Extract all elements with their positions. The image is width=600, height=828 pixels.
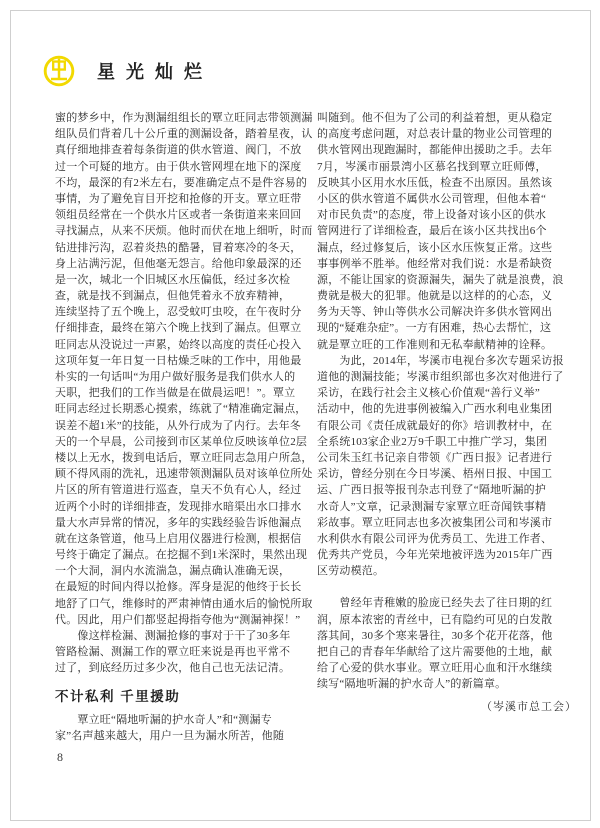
- text-line: 供水管网出现跑漏时，都能伸出援助之手。去年: [317, 144, 553, 157]
- masthead-logo: [43, 54, 213, 88]
- brand-title: 星光灿烂: [97, 62, 213, 82]
- text-line: 楼以上无水，拨到电话后，覃立旺同志急用户所急，: [55, 451, 313, 464]
- text-line: 运、广西日报等报刊杂志刊登了“隔地听漏的护: [317, 484, 547, 497]
- text-line: 家”名声越来越大，用户一旦为漏水所苦，他随: [55, 729, 285, 742]
- text-line: 钻进排污沟，忍着炎热的酷暑，冒着寒冷的冬天，: [55, 241, 302, 254]
- text-line: 覃立旺“隔地听漏的护水奇人”和“测漏专: [55, 713, 272, 726]
- text-line: 公司朱玉红书记亲自带领《广西日报》记者进行: [317, 451, 553, 464]
- text-line: 就在这条管道，他马上启用仪器进行检测，根据信: [55, 532, 302, 545]
- text-line: 地舒了口气，维修时的严肃神情由通水后的愉悦所取: [55, 597, 313, 610]
- text-line: 润，原本浓密的青丝中，已有隐约可见的白发散: [317, 613, 553, 626]
- text-line: 采访，在践行社会主义核心价值观“善行义举”: [317, 387, 540, 400]
- text-line: 水利供水有限公司评为优秀员工、先进工作者、: [317, 532, 553, 545]
- text-line: 是一次，城北一个旧城区水压偏低，经过多次检: [55, 273, 291, 286]
- text-line: 优秀共产党员，今年光荣地被评选为2015年广西: [317, 549, 553, 562]
- text-line: 近两个小时的详细排查，发现排水暗渠出水口排水: [55, 500, 302, 513]
- text-line: 误差不超1米”的技能，从外行成为了内行。去年冬: [55, 419, 301, 432]
- text-line: 反映其小区用水水压低，检查不出原因。虽然该: [317, 176, 553, 189]
- text-line: 叫随到。他不但为了公司的利益着想，更从稳定: [317, 112, 553, 124]
- text-line: 天的一个早晨，公司接到市区某单位反映该单位2层: [55, 435, 308, 448]
- page-number: 8: [57, 750, 63, 764]
- article-right-column: [317, 110, 579, 715]
- text-line: 采访，曾经分别在今日岑溪、梧州日报、中国工: [317, 468, 553, 481]
- text-line: 量大水声异常的情况，多年的实践经验告诉他漏点: [55, 516, 302, 529]
- text-line: 天职，把我们的工作当做是在做晨运吧！”。覃立: [55, 387, 296, 400]
- text-line: 全系统103家企业2万9千职工中推广学习，集团: [317, 435, 548, 448]
- text-line: 落其间，30多个寒来暑往，30多个花开花落，他: [317, 629, 553, 642]
- text-line: 像这样检漏、测漏抢修的事对于干了30多年: [55, 630, 291, 642]
- text-line: 顾不得风雨的洗礼，迅速带领测漏队员对该单位所处: [55, 468, 313, 481]
- text-line: 现的“疑难杂症”。一方有困难，热心去帮忙，这: [317, 322, 552, 335]
- right-paragraph-block-2: [317, 595, 579, 692]
- text-line: 7月，岑溪市丽景湾小区慕名找到覃立旺师傅，: [317, 160, 547, 173]
- text-line: 领组员经常在一个供水片区或者一条街道来来回回: [55, 209, 302, 222]
- text-line: 给了心爱的供水事业。覃立旺用心血和汗水继续: [317, 662, 553, 675]
- text-line: 旺同志从没说过一声累，始终以高度的责任心投入: [55, 338, 302, 351]
- text-line: 曾经年青稚嫩的脸庞已经失去了往日期的红: [317, 597, 553, 610]
- text-line: 朴实的一句话叫“为用户做好服务是我们供水人的: [55, 371, 296, 383]
- text-line: 彩故事。覃立旺同志也多次被集团公司和岑溪市: [317, 516, 553, 529]
- text-line: 对市民负责”的态度，带上设备对该小区的供水: [317, 209, 547, 222]
- text-line: 续写“隔地听漏的护水奇人”的新篇章。: [317, 678, 507, 691]
- text-line: 有限公司《责任成就最好的你》培训教材中，在: [317, 419, 553, 432]
- article-signature: （岑溪市总工会）: [481, 700, 577, 713]
- text-line: 蜜的梦乡中，作为测漏组组长的覃立旺同志带领测漏: [55, 112, 313, 124]
- text-line: 组队员们背着几十公斤重的测漏设备，踏着星夜，认: [55, 128, 313, 141]
- text-line: 这项年复一年日复一日枯燥乏味的工作中，用他最: [55, 354, 302, 367]
- text-line: 片区的所有管道进行巡查，皇天不负有心人，经过: [55, 484, 302, 497]
- text-line: 为此，2014年，岑溪市电视台多次专题采访报: [317, 354, 564, 367]
- text-line: 就是覃立旺的工作准则和无私奉献精神的诠释。: [317, 338, 553, 351]
- text-line: 真仔细地排查着每条街道的供水管道、阀门，不放: [55, 144, 302, 157]
- text-line: 事情，为了避免盲目开挖和抢修的开支。覃立旺带: [55, 192, 302, 205]
- text-line: 不均，最深的有2米左右，要准确定点不是件容易的: [55, 176, 308, 189]
- section-subheading: 不计私利 千里援助: [55, 688, 181, 704]
- text-line: 活动中，他的先进事例被编入广西水利电业集团: [317, 403, 553, 416]
- text-line: 务为天等、钟山等供水公司解决许多供水管网出: [317, 306, 553, 319]
- text-line: 查，就是找不到漏点，但他凭着永不放弃精神，: [55, 290, 291, 303]
- text-line: 仔细排查，最终在第六个晚上找到了漏点。但覃立: [55, 322, 302, 335]
- text-line: 过了，到底经历过多少次，他自己也无法记清。: [55, 662, 291, 675]
- text-line: 小区的供水管道不属供水公司管理，但他本着“: [317, 192, 547, 205]
- text-line: 漏点，经过修复后，该小区水压恢复正常。这些: [317, 241, 553, 254]
- text-line: 在最短的时间内得以抢修。浑身是泥的他终于长长: [55, 581, 302, 594]
- text-line: 区劳动模范。: [317, 565, 385, 578]
- text-line: 水奇人”文章，记录测漏专家覃立旺奇闻铁事精: [317, 500, 547, 513]
- left-paragraph-block-2: [55, 712, 311, 744]
- text-line: 过一个可疑的地方。由于供水管网埋在地下的深度: [55, 160, 302, 173]
- right-paragraph-block-1: [317, 110, 579, 579]
- union-emblem-icon: [43, 55, 75, 87]
- text-line: 管路检漏、测漏工作的覃立旺来说是再也平常不: [55, 646, 291, 659]
- article-left-column: [55, 110, 311, 744]
- text-line: 一个大洞，洞内水流湍急，漏点确认准确无误，: [55, 565, 291, 578]
- text-line: 道他的测漏技能；岑溪市组织部也多次对他进行了: [317, 371, 564, 383]
- text-line: 源，不能让国家的资源漏失，漏失了就是浪费，浪: [317, 273, 564, 286]
- text-line: 寻找漏点，从来不厌烦。他时而伏在地上细听，时而: [55, 225, 313, 238]
- text-line: 代。因此，用户们都竖起拇指夸他为“测漏神探！”: [55, 613, 301, 626]
- text-line: 事事例举不胜举。他经常对我们说：水是希缺资: [317, 257, 553, 270]
- left-paragraph-block-1: [55, 110, 311, 677]
- text-line: 管网进行了详细检查，最后在该小区共找出6个: [317, 225, 547, 238]
- text-line: 把自己的青春年华献给了这片需要他的土地，献: [317, 646, 553, 658]
- text-line: 旺同志经过长期悉心摸索，练就了“精准确定漏点，: [55, 403, 307, 416]
- text-line: 费就是极大的犯罪。他就是以这样的的心态，义: [317, 290, 553, 303]
- text-line: 号终于确定了漏点。在挖掘不到1米深时，果然出现: [55, 549, 308, 562]
- text-line: 连续坚持了五个晚上，忍受蚊叮虫咬，在午夜时分: [55, 306, 302, 319]
- text-line: 的高度考虑问题，对总表计量的物业公司管理的: [317, 128, 553, 141]
- text-line: 身上沾满污泥，但他毫无怨言。给他印象最深的还: [55, 257, 302, 270]
